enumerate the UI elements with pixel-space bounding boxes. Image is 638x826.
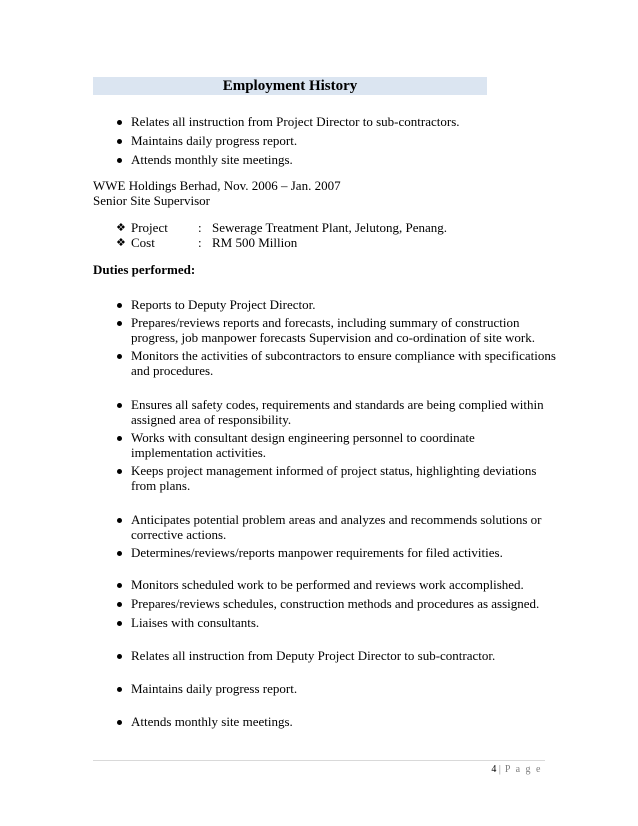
bullet-icon	[117, 602, 122, 607]
diamond-bullet-icon: ❖	[116, 221, 126, 234]
duty-item: Maintains daily progress report.	[131, 681, 298, 696]
employer-line: WWE Holdings Berhad, Nov. 2006 – Jan. 2007	[93, 178, 341, 193]
page-separator: |	[498, 764, 503, 775]
bullet-icon	[117, 303, 122, 308]
prior-duty-item: Attends monthly site meetings.	[131, 152, 293, 167]
bullet-icon	[117, 720, 122, 725]
bullet-icon	[117, 654, 122, 659]
duty-item-continuation: progress, job manpower forecasts Supervision and co-ordination of site work.	[131, 330, 535, 345]
project-label: Project	[131, 220, 168, 235]
page-label: P a g e	[504, 764, 542, 775]
duty-item: Prepares/reviews reports and forecasts, including summary of construction	[131, 315, 520, 330]
cost-colon: :	[198, 235, 202, 250]
bullet-icon	[117, 518, 122, 523]
bullet-icon	[117, 403, 122, 408]
duty-item: Liaises with consultants.	[131, 615, 260, 630]
duty-item-continuation: and procedures.	[131, 363, 214, 378]
duty-item: Attends monthly site meetings.	[131, 714, 293, 729]
bullet-icon	[117, 469, 122, 474]
diamond-bullet-icon: ❖	[116, 236, 126, 249]
duty-item: Relates all instruction from Deputy Project Director to sub-contractor.	[131, 648, 496, 663]
duty-item-continuation: implementation activities.	[131, 445, 267, 460]
duty-item: Reports to Deputy Project Director.	[131, 297, 316, 312]
duty-item: Monitors the activities of subcontractors to ensure compliance with specifications	[131, 348, 556, 363]
duty-item-continuation: from plans.	[131, 478, 191, 493]
cost-value: RM 500 Million	[212, 235, 298, 250]
duty-item-continuation: corrective actions.	[131, 527, 227, 542]
page-footer	[491, 763, 542, 777]
bullet-icon	[117, 436, 122, 441]
bullet-icon	[117, 687, 122, 692]
duty-item: Prepares/reviews schedules, construction methods and procedures as assigned.	[131, 596, 540, 611]
bullet-icon	[117, 621, 122, 626]
bullet-icon	[117, 583, 122, 588]
duty-item: Ensures all safety codes, requirements and standards are being complied within	[131, 397, 544, 412]
duty-item: Determines/reviews/reports manpower requirements for filed activities.	[131, 545, 503, 560]
duties-heading: Duties performed:	[93, 262, 196, 277]
section-heading: Employment History	[222, 78, 358, 94]
prior-duty-item: Maintains daily progress report.	[131, 133, 298, 148]
bullet-icon	[117, 158, 122, 163]
bullet-icon	[117, 551, 122, 556]
bullet-icon	[117, 354, 122, 359]
bullet-icon	[117, 321, 122, 326]
page-number: 4	[491, 764, 497, 775]
bullet-icon	[117, 139, 122, 144]
bullet-icon	[117, 120, 122, 125]
cost-label: Cost	[131, 235, 155, 250]
duty-item: Keeps project management informed of project status, highlighting deviations	[131, 463, 537, 478]
duty-item-continuation: assigned area of responsibility.	[131, 412, 292, 427]
project-colon: :	[198, 220, 202, 235]
duty-item: Monitors scheduled work to be performed and reviews work accomplished.	[131, 577, 524, 592]
footer-divider	[93, 760, 545, 761]
duty-item: Anticipates potential problem areas and analyzes and recommends solutions or	[131, 512, 542, 527]
prior-duty-item: Relates all instruction from Project Director to sub-contractors.	[131, 114, 460, 129]
duty-item: Works with consultant design engineering personnel to coordinate	[131, 430, 475, 445]
position-line: Senior Site Supervisor	[93, 193, 210, 208]
project-value: Sewerage Treatment Plant, Jelutong, Penang.	[212, 220, 448, 235]
